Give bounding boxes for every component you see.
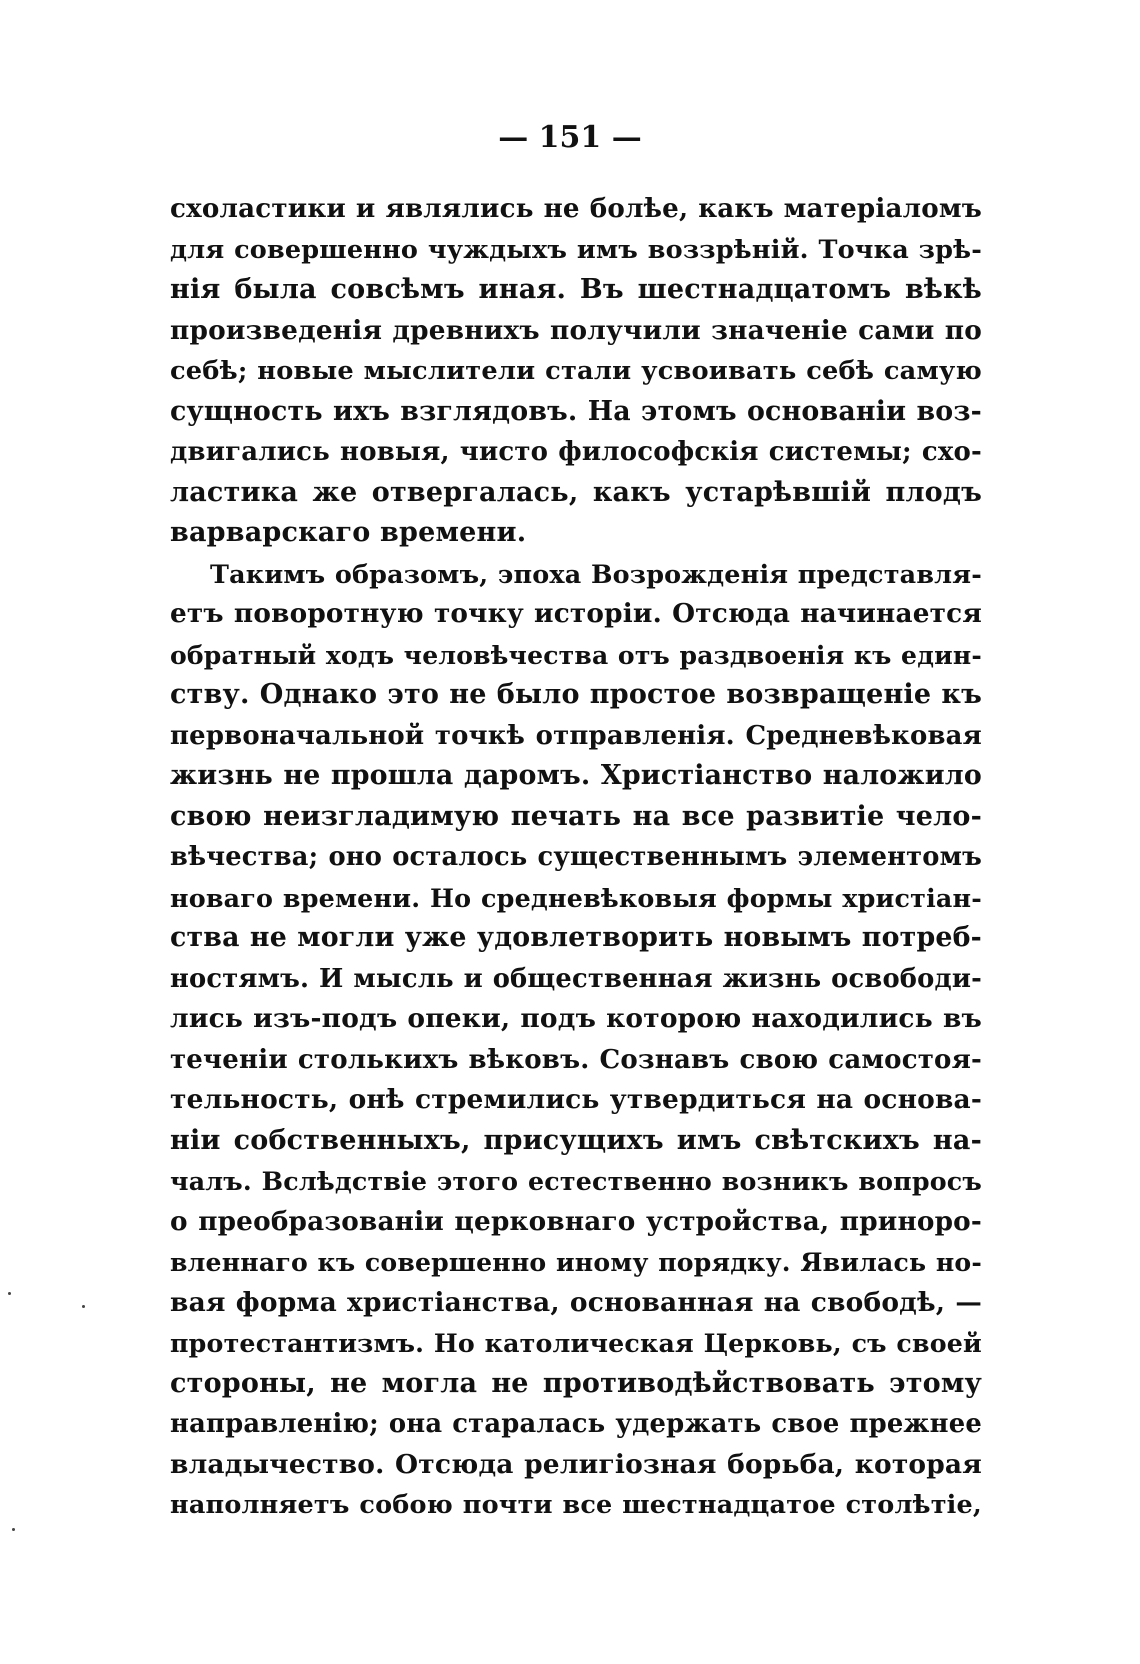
text-line: первоначальной точкѣ отправленія. Средневѣковая: [170, 720, 982, 751]
text-line: обратный ходъ человѣчества отъ раздвоенія къ един-: [170, 639, 982, 670]
text-line: себѣ; новые мыслители стали усвоивать себѣ самую: [170, 356, 982, 386]
text-line: вая форма христіанства, основанная на свободѣ, —: [170, 1286, 982, 1318]
text-line: для совершенно чуждыхъ имъ воззрѣній. Точка зрѣ-: [170, 234, 982, 265]
text-line: вленнаго къ совершенно иному порядку. Явилась но-: [170, 1247, 982, 1277]
text-line: наполняетъ собою почти все шестнадцатое столѣтіе,: [170, 1490, 982, 1520]
text-line: владычество. Отсюда религіозная борьба, которая: [170, 1448, 982, 1480]
text-line: ства не могли уже удовлетворить новымъ потреб-: [170, 922, 982, 953]
text-line: свою неизгладимую печать на все развитіе чело-: [170, 800, 982, 832]
text-line: стороны, не могла не противодѣйствовать этому: [170, 1367, 982, 1399]
text-line: чалъ. Вслѣдствіе этого естественно возникъ вопросъ: [170, 1166, 982, 1196]
text-line: схоластики и являлись не болѣе, какъ матеріаломъ: [170, 193, 982, 224]
scan-speck: [12, 1528, 15, 1531]
text-line: ніи собственныхъ, присущихъ имъ свѣтскихъ на-: [170, 1124, 982, 1156]
text-line: вѣчества; оно осталось существеннымъ элементомъ: [170, 842, 982, 872]
text-line: лись изъ-подъ опеки, подъ которою находились въ: [170, 1003, 982, 1034]
text-line: нія была совсѣмъ иная. Въ шестнадцатомъ вѣкѣ: [170, 274, 982, 305]
text-line: протестантизмъ. Но католическая Церковь, съ своей: [170, 1328, 982, 1358]
text-line: о преобразованіи церковнаго устройства, приноро-: [170, 1205, 982, 1237]
text-line: теченіи столькихъ вѣковъ. Сознавъ свою самостоя-: [170, 1044, 982, 1075]
text-line: новаго времени. Но средневѣковыя формы христіан-: [170, 882, 982, 913]
text-line: тельность, онѣ стремились утвердиться на основа-: [170, 1084, 982, 1115]
text-line: ластика же отвергалась, какъ устарѣвшій плодъ: [170, 476, 982, 508]
paragraph-1: [170, 189, 982, 554]
text-line: произведенія древнихъ получили значеніе сами по: [170, 314, 982, 346]
text-line: Такимъ образомъ, эпоха Возрожденія представля-: [210, 558, 982, 589]
body-text: [170, 189, 982, 1526]
text-line: жизнь не прошла даромъ. Христіанство наложило: [170, 760, 982, 791]
text-line: ству. Однако это не было простое возвращеніе къ: [170, 679, 982, 710]
scan-speck: [82, 1305, 85, 1308]
text-line: етъ поворотную точку исторіи. Отсюда начинается: [170, 598, 982, 629]
text-line: варварскаго времени.: [170, 517, 527, 548]
paragraph-2: [170, 554, 982, 1526]
text-line: двигались новыя, чисто философскія системы; схо-: [170, 437, 982, 467]
text-line: ностямъ. И мысль и общественная жизнь освободи-: [170, 963, 982, 994]
text-line: сущность ихъ взглядовъ. На этомъ основаніи воз-: [170, 395, 982, 427]
page-number: — 151 —: [498, 120, 642, 155]
text-line: направленію; она старалась удержать свое прежнее: [170, 1409, 982, 1439]
scan-speck: [8, 1292, 11, 1295]
